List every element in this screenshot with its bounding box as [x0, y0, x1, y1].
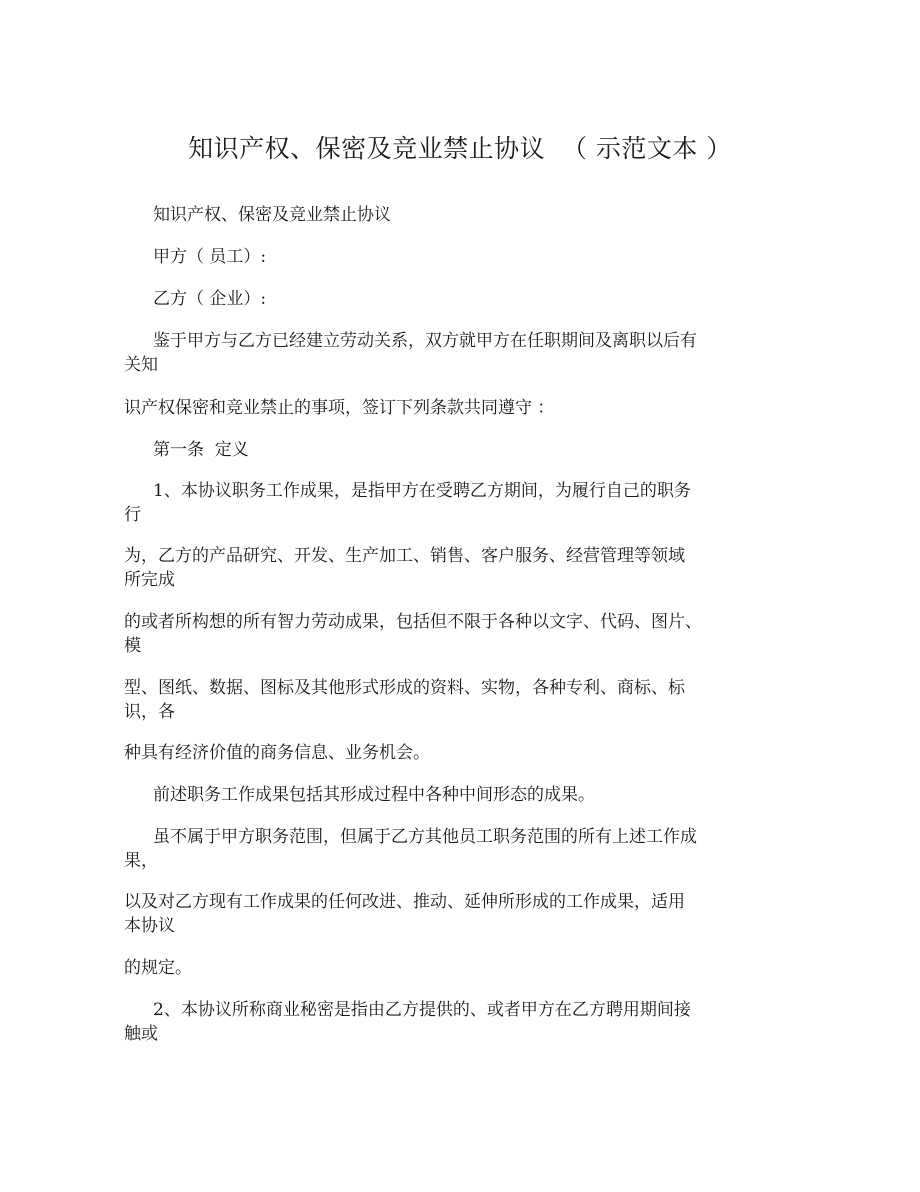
definition-1-extra-line-3: 的规定。: [124, 958, 192, 978]
document-title: 知识产权、保密及竞业禁止协议 （ 示范文本 ）: [188, 134, 732, 163]
definition-1-extra-line-1-wrap: 果，: [124, 851, 158, 871]
definition-1-extra-line-2: 以及对乙方现有工作成果的任何改进、推动、延伸所形成的工作成果，适用: [124, 892, 685, 912]
definition-1-line-5: 种具有经济价值的商务信息、业务机会。: [124, 743, 430, 763]
definition-1-line-4: 型、图纸、数据、图标及其他形式形成的资料、实物，各种专利、商标、标: [124, 678, 685, 698]
definition-1-line-3: 的或者所构想的所有智力劳动成果，包括但不限于各种以文字、代码、图片、: [124, 612, 702, 632]
definition-1-line-1: 1、本协议职务工作成果，是指甲方在受聘乙方期间，为履行自己的职务: [153, 481, 691, 501]
definition-1-extra-line-2-wrap: 本协议: [124, 916, 175, 936]
party-b-line: 乙方（ 企业）:: [153, 289, 267, 309]
definition-1-line-2: 为，乙方的产品研究、开发、生产加工、销售、客户服务、经营管理等领域: [124, 546, 685, 566]
preamble-line-2: 识产权保密和竞业禁止的事项，签订下列条款共同遵守 ：: [124, 398, 555, 418]
definition-1-line-1-wrap: 行: [124, 505, 141, 525]
party-a-line: 甲方（ 员工）:: [153, 247, 267, 267]
definition-1-line-4-wrap: 识，各: [124, 702, 175, 722]
definition-1-line-3-wrap: 模: [124, 636, 141, 656]
paragraph-heading: 知识产权、保密及竞业禁止协议: [153, 205, 391, 225]
definition-1-note: 前述职务工作成果包括其形成过程中各种中间形态的成果。: [153, 785, 595, 805]
definition-1-extra-line-1: 虽不属于甲方职务范围，但属于乙方其他员工职务范围的所有上述工作成: [153, 827, 697, 847]
definition-2-line-1-wrap: 触或: [124, 1024, 158, 1044]
article-one-heading: 第一条 定义: [153, 440, 249, 460]
preamble-line-1: 鉴于甲方与乙方已经建立劳动关系，双方就甲方在任职期间及离职以后有: [153, 331, 697, 351]
definition-2-line-1: 2、本协议所称商业秘密是指由乙方提供的、或者甲方在乙方聘用期间接: [153, 1000, 691, 1020]
preamble-line-1-wrap: 关知: [124, 355, 158, 375]
definition-1-line-2-wrap: 所完成: [124, 570, 175, 590]
